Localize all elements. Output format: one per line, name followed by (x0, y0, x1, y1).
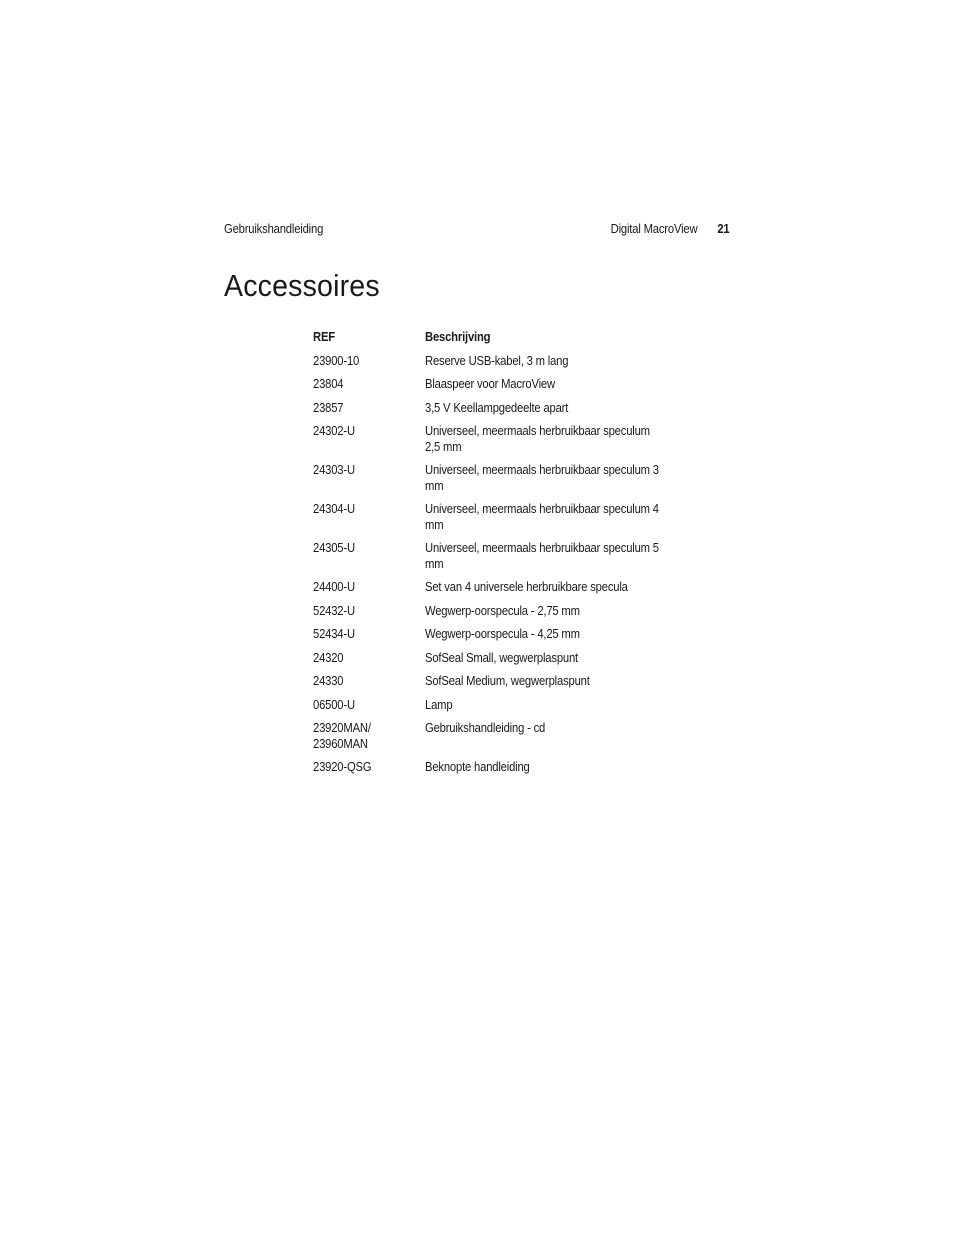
description-cell: Universeel, meermaals herbruikbaar speculum 2,5 mm (425, 424, 650, 454)
ref-cell: 24305-U (313, 541, 355, 555)
description-cell: Lamp (425, 697, 453, 712)
description-cell: Blaaspeer voor MacroView (425, 377, 555, 391)
table-row (313, 674, 725, 698)
ref-cell: 24302-U (313, 424, 355, 438)
table-row (313, 502, 725, 541)
table-row (313, 463, 725, 502)
description-cell: Gebruikshandleiding - cd (425, 721, 546, 735)
ref-cell: 23900-10 (313, 353, 360, 368)
ref-cell: 24303-U (313, 463, 355, 477)
description-cell: Wegwerp-oorspecula - 2,75 mm (425, 603, 580, 618)
table-row (313, 354, 725, 378)
ref-cell: 23920MAN/ 23960MAN (313, 721, 371, 751)
table-header-row (313, 330, 725, 354)
description-cell: Set van 4 universele herbruikbare specula (425, 580, 628, 594)
ref-cell: 24320 (313, 650, 344, 665)
page-number: 21 (717, 222, 730, 236)
ref-cell: 24304-U (313, 502, 355, 516)
ref-cell: 06500-U (313, 697, 355, 712)
document-name: Digital MacroView (610, 222, 698, 236)
description-cell: Beknopte handleiding (425, 760, 530, 774)
table-row (313, 651, 725, 675)
running-header-right (601, 222, 730, 236)
table-row (313, 760, 725, 784)
table-row (313, 580, 725, 604)
description-cell: Universeel, meermaals herbruikbaar speculum 5 mm (425, 541, 659, 571)
ref-cell: 52434-U (313, 627, 355, 641)
table-row (313, 424, 725, 463)
ref-cell: 23804 (313, 377, 344, 391)
description-cell: Wegwerp-oorspecula - 4,25 mm (425, 627, 580, 641)
column-header-ref: REF (313, 330, 335, 344)
ref-cell: 24400-U (313, 580, 355, 594)
ref-cell: 23857 (313, 400, 344, 415)
table-row (313, 698, 725, 722)
table-row (313, 721, 725, 760)
ref-cell: 52432-U (313, 603, 355, 618)
table-row (313, 627, 725, 651)
table-row (313, 401, 725, 425)
description-cell: 3,5 V Keellampgedeelte apart (425, 400, 569, 415)
table-row (313, 604, 725, 628)
accessories-table (313, 330, 725, 784)
table-row (313, 377, 725, 401)
description-cell: Universeel, meermaals herbruikbaar speculum 3 mm (425, 463, 659, 493)
description-cell: SofSeal Medium, wegwerplaspunt (425, 674, 590, 688)
ref-cell: 24330 (313, 674, 344, 688)
description-cell: Reserve USB-kabel, 3 m lang (425, 353, 569, 368)
page-title: Accessoires (224, 268, 380, 303)
ref-cell: 23920-QSG (313, 760, 372, 774)
running-header-left: Gebruikshandleiding (224, 222, 324, 236)
description-cell: SofSeal Small, wegwerplaspunt (425, 650, 578, 665)
column-header-description: Beschrijving (425, 330, 491, 344)
table-row (313, 541, 725, 580)
description-cell: Universeel, meermaals herbruikbaar speculum 4 mm (425, 502, 659, 532)
